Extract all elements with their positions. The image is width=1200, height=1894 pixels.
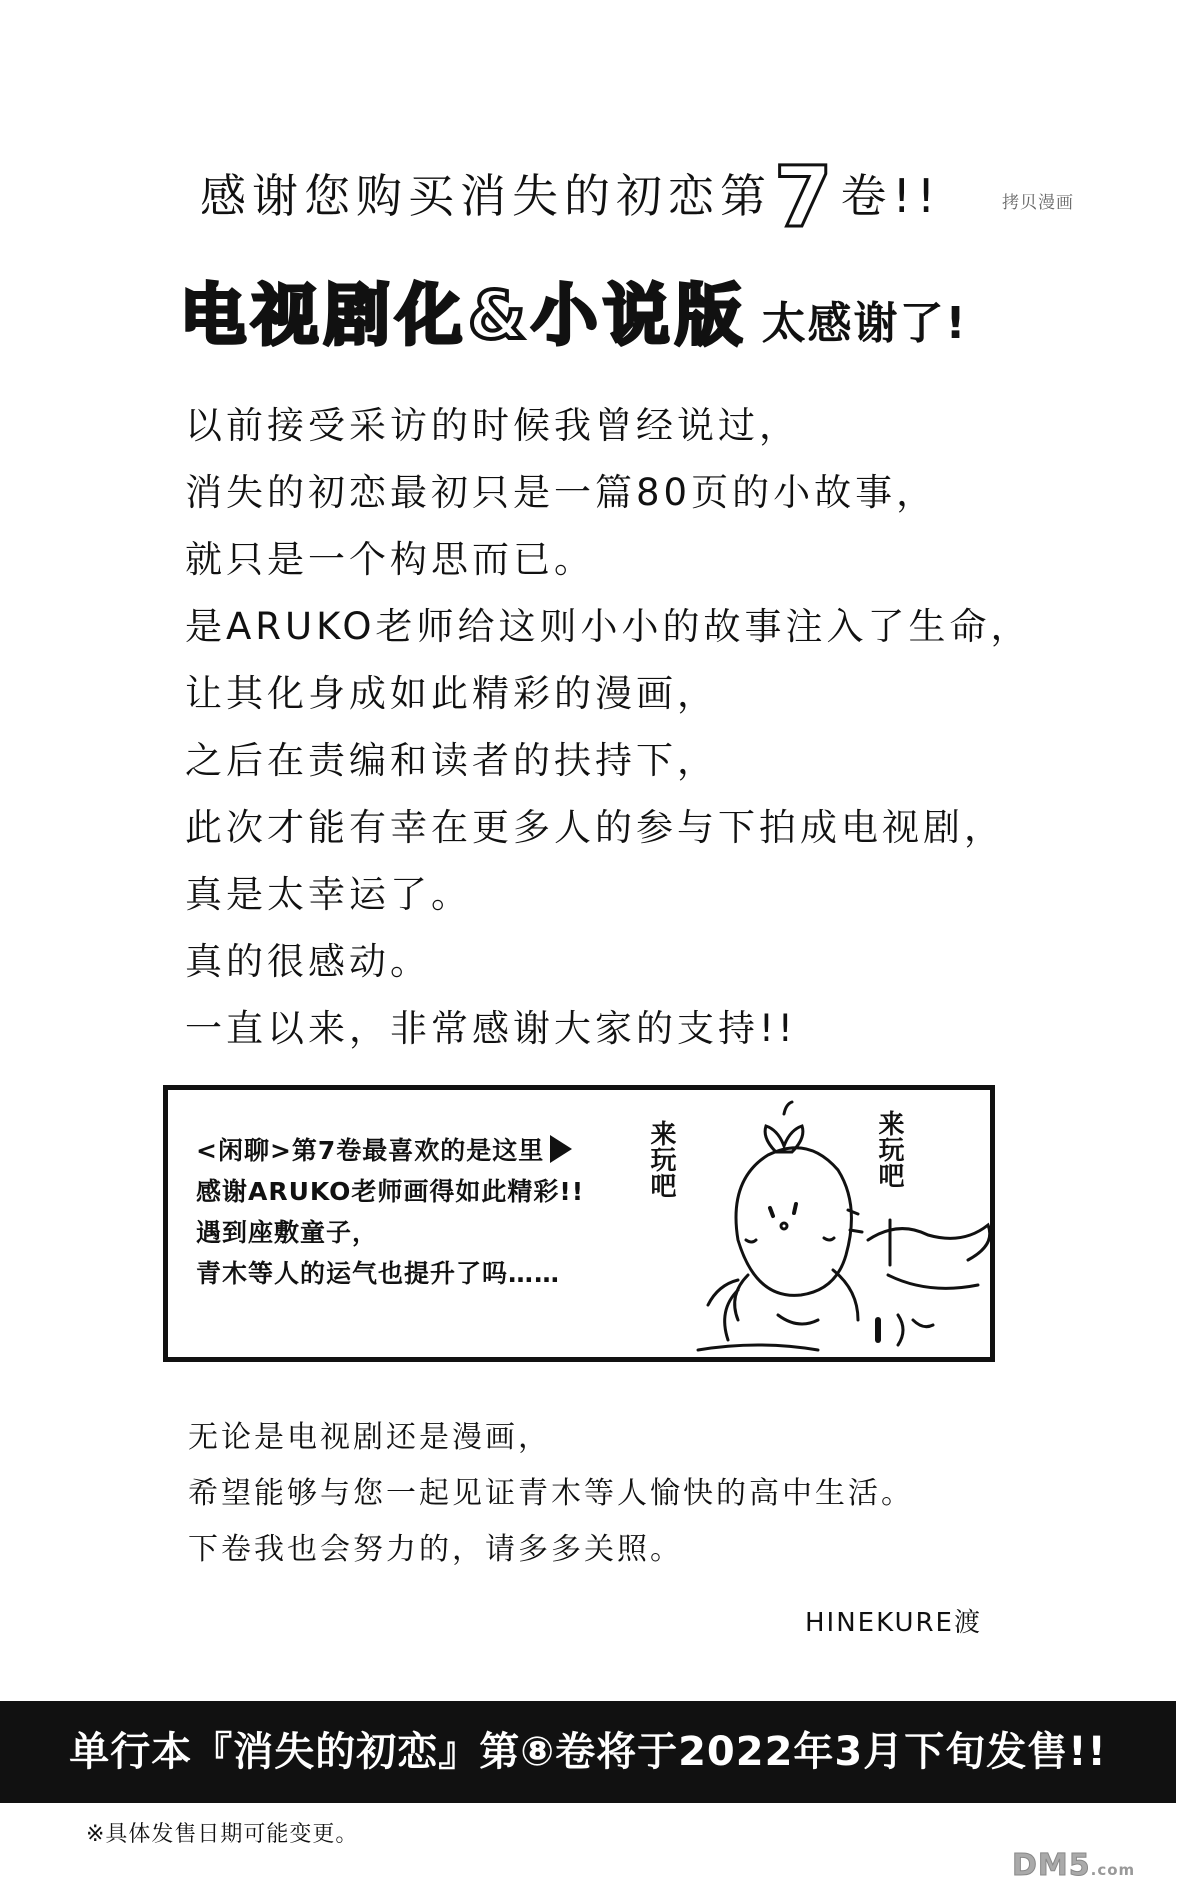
letter-line: 一直以来，非常感谢大家的支持!!	[185, 1007, 797, 1050]
banner-thanks-text: 太感谢了!	[761, 298, 968, 349]
chat-text	[196, 1130, 584, 1294]
letter-line: 真是太幸运了。	[185, 873, 472, 916]
chat-line: 青木等人的运气也提升了吗……	[196, 1259, 561, 1288]
arrow-right-icon	[550, 1135, 572, 1163]
chat-line: 感谢ARUKO老师画得如此精彩!!	[196, 1177, 585, 1206]
letter-line: 是ARUKO老师给这则小小的故事注入了生命，	[185, 605, 1032, 648]
closing-line: 无论是电视剧还是漫画，	[188, 1420, 551, 1455]
page-heading	[200, 148, 941, 246]
letter-line: 真的很感动。	[185, 940, 431, 983]
letter-line: 之后在责编和读者的扶持下，	[185, 739, 718, 782]
closing-line: 下卷我也会努力的，请多多关照。	[188, 1532, 683, 1567]
zashiki-warashi-drawing-icon	[668, 1090, 995, 1360]
closing-message	[188, 1410, 914, 1578]
author-signature: HINEKURE渡	[805, 1608, 982, 1638]
letter-line: 以前接受采访的时候我曾经说过，	[185, 404, 800, 447]
letter-line: 让其化身成如此精彩的漫画，	[185, 672, 718, 715]
letter-body	[185, 392, 1031, 1062]
volume-number: 7	[774, 148, 839, 246]
watermark-top: 拷贝漫画	[1002, 193, 1074, 213]
banner-outline-text: 电视剧化&小说版	[180, 277, 748, 354]
heading-text-before: 感谢您购买消失的初恋第	[200, 169, 772, 223]
letter-line: 消失的初恋最初只是一篇80页的小故事，	[185, 471, 938, 514]
chat-line: <闲聊>第7卷最喜欢的是这里	[196, 1130, 584, 1171]
release-notice-bar: 单行本『消失的初恋』第⑧卷将于2022年3月下旬发售!!	[0, 1701, 1176, 1803]
watermark-bottom: DM5.com	[1012, 1848, 1136, 1883]
chat-panel	[163, 1085, 995, 1362]
speech-text-left: 来玩吧	[646, 1120, 676, 1198]
letter-line: 就只是一个构思而已。	[185, 538, 595, 581]
tv-novel-banner	[180, 262, 968, 357]
letter-line: 此次才能有幸在更多人的参与下拍成电视剧，	[185, 806, 1005, 849]
heading-text-after: 卷!!	[840, 169, 942, 223]
speech-text-right: 来玩吧	[874, 1110, 904, 1188]
closing-line: 希望能够与您一起见证青木等人愉快的高中生活。	[188, 1476, 914, 1511]
chat-line: 遇到座敷童子，	[196, 1218, 379, 1247]
release-footnote: ※具体发售日期可能变更。	[86, 1822, 359, 1847]
